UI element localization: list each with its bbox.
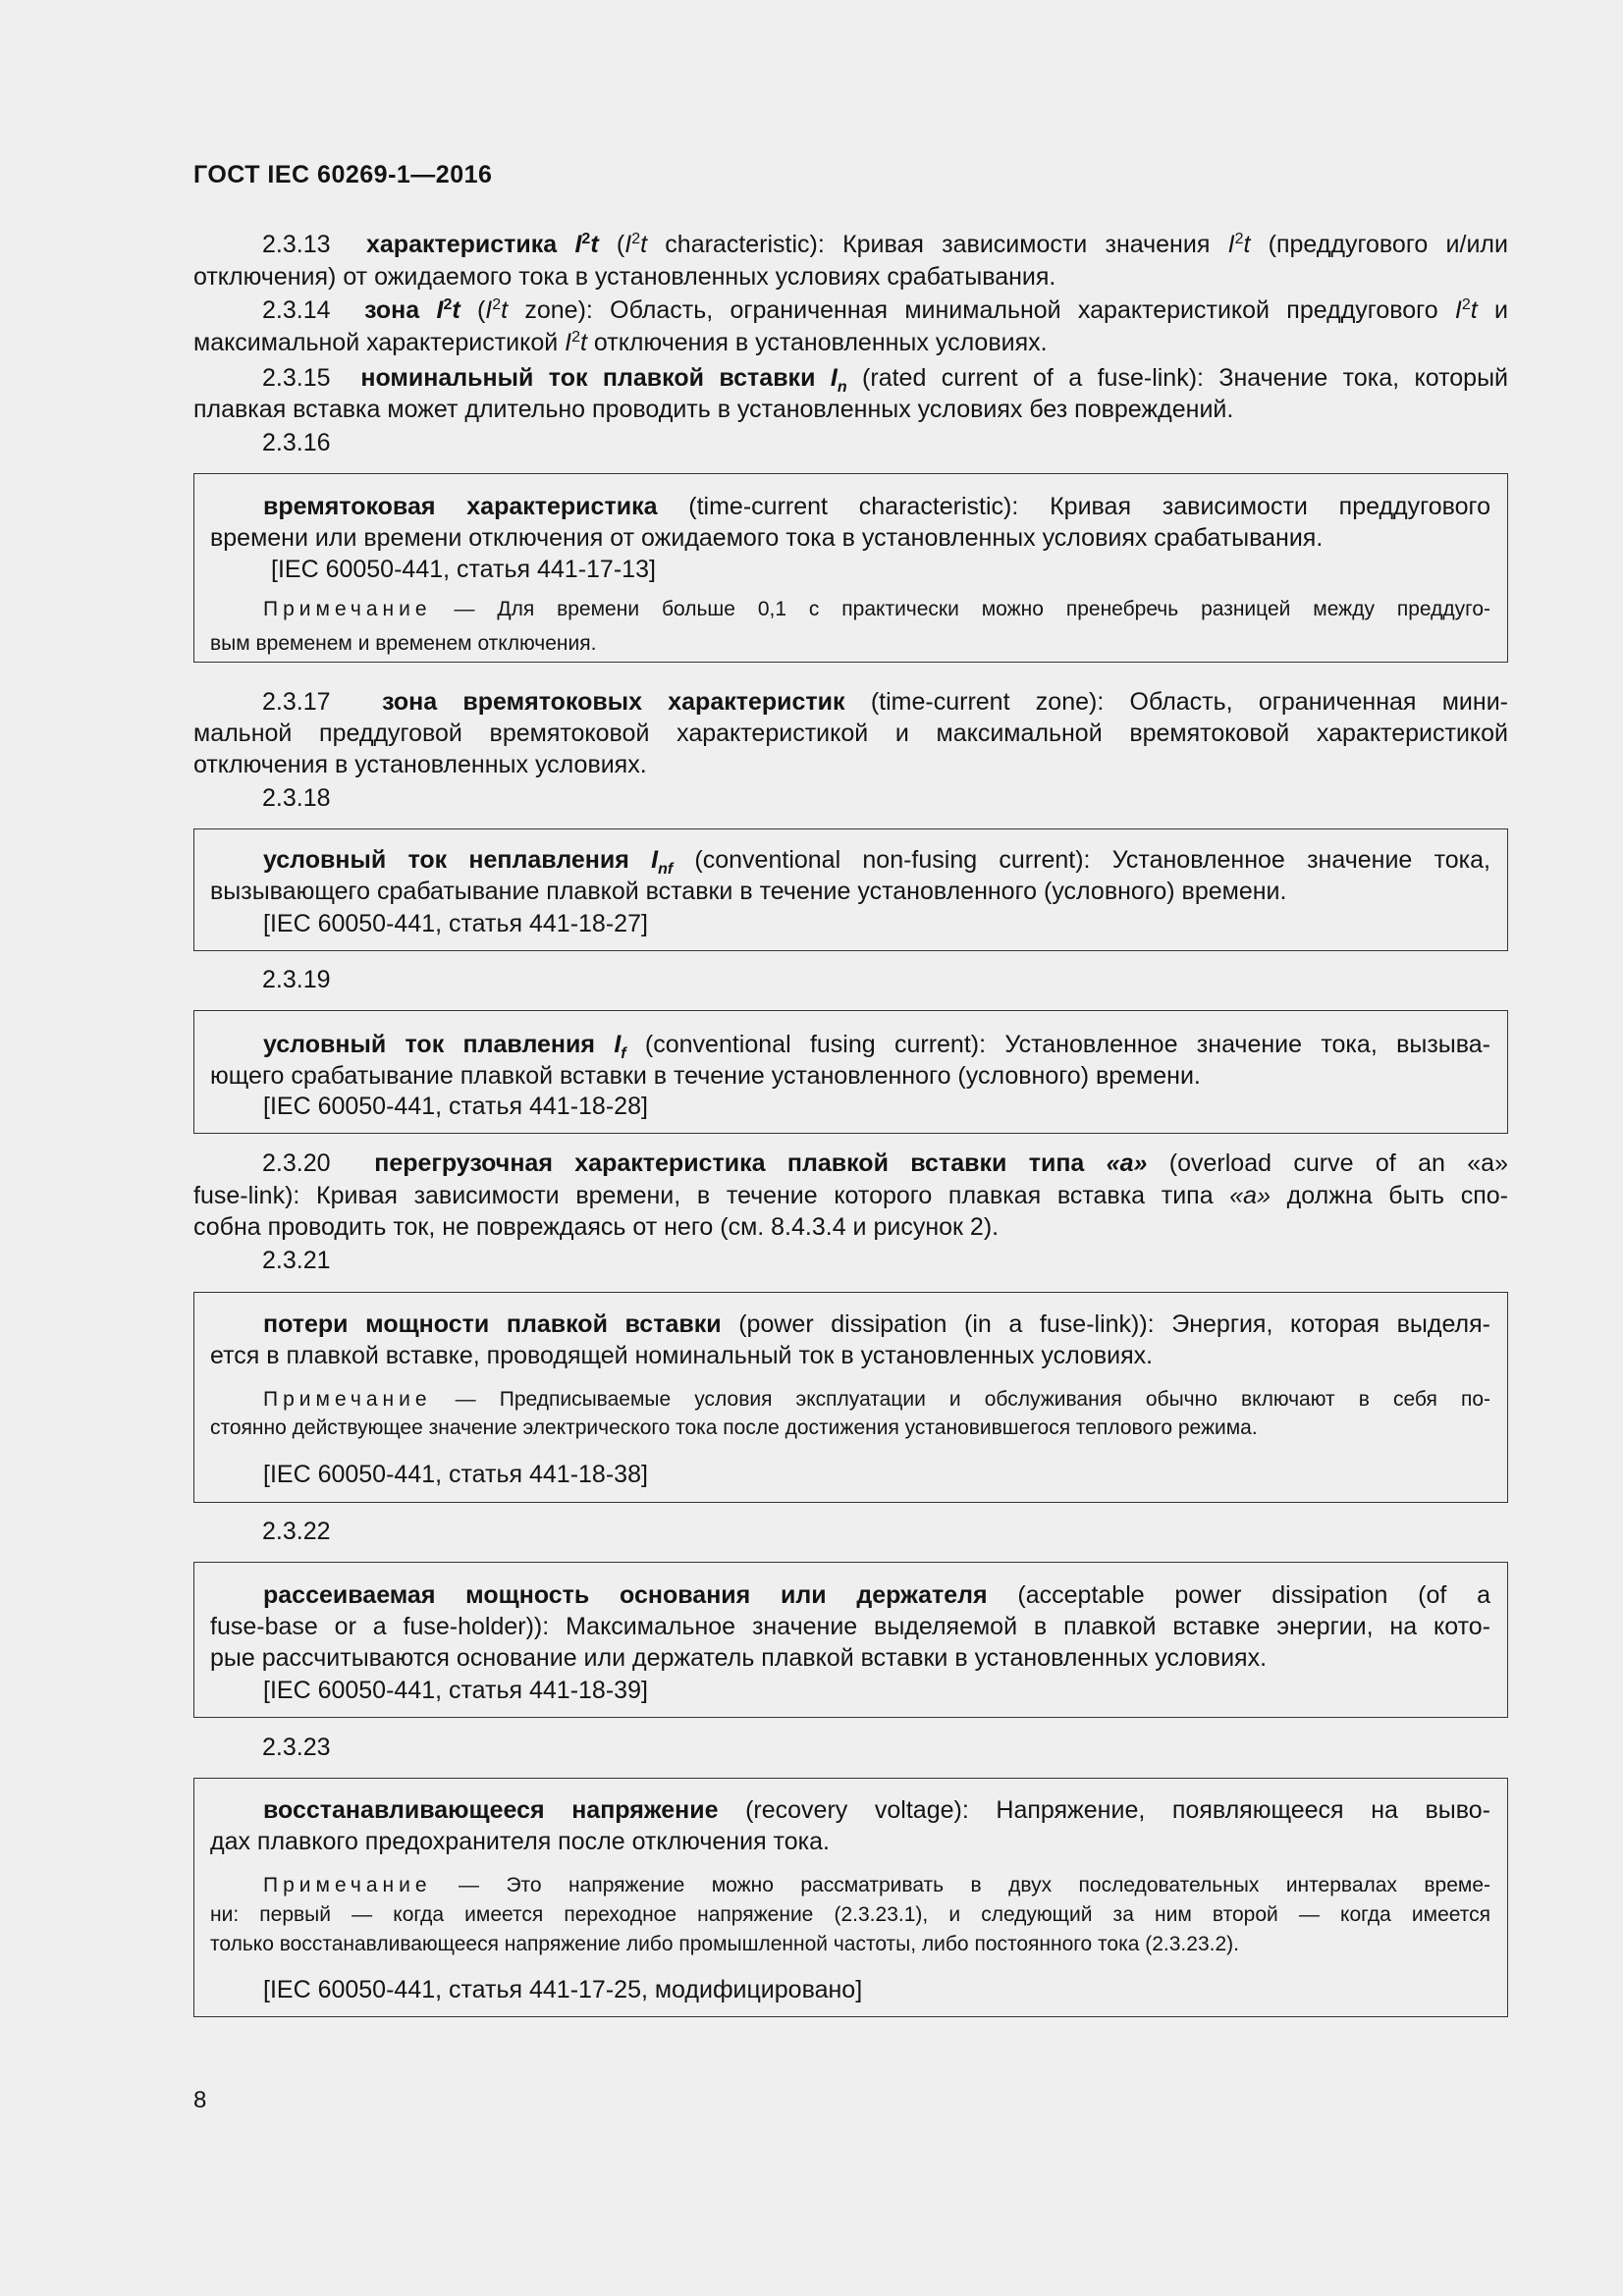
term-2-3-21-title: потери мощности плавкой вставки bbox=[263, 1310, 722, 1338]
term-2-3-20-title: перегрузочная характеристика плавкой вставки типа «a» bbox=[374, 1149, 1148, 1177]
term-2-3-20-line-3: собна проводить ток, не повреждаясь от него (см. 8.4.3.4 и рисунок 2). bbox=[193, 1213, 1000, 1241]
term-2-3-16-reference: [IEC 60050-441, статья 441-17-13] bbox=[271, 556, 656, 583]
term-2-3-23-title: восстанавливающееся напряжение bbox=[263, 1796, 719, 1824]
term-2-3-23-number: 2.3.23 bbox=[262, 1734, 331, 1761]
term-2-3-18-line-2: вызывающего срабатывание плавкой вставки в течение установленного (условного) времени. bbox=[210, 878, 1287, 905]
term-2-3-16-note-line-2: вым временем и временем отключения. bbox=[210, 632, 597, 655]
term-2-3-19-number: 2.3.19 bbox=[262, 966, 331, 993]
term-2-3-19-line-2: ющего срабатывание плавкой вставки в течение установленного (условного) времени. bbox=[210, 1062, 1201, 1090]
term-2-3-14-line-1: 2.3.14 зона $I^2t$ ($I^2t$ zone): Область, ограниченная минимальной характеристикой преддугового $I^2t$ и bbox=[262, 296, 1508, 324]
term-2-3-20-line-1: 2.3.20 перегрузочная характеристика плавкой вставки типа «a» (overload curve of an «a» bbox=[262, 1149, 1508, 1177]
term-2-3-13-title: характеристика $I^2t$ bbox=[366, 231, 599, 258]
term-2-3-18-reference: [IEC 60050-441, статья 441-18-27] bbox=[263, 910, 648, 937]
note-label: Примечание bbox=[263, 598, 432, 620]
term-2-3-21-note-line-2: стоянно действующее значение электрического тока после достижения установившегося теплового режима. bbox=[210, 1416, 1258, 1439]
note-label: Примечание bbox=[263, 1388, 432, 1411]
term-2-3-23-note-line-2: ни: первый — когда имеется переходное напряжение (2.3.23.1), и следующий за ним второй — когда имеется bbox=[210, 1903, 1490, 1926]
term-2-3-22-line-2: fuse-base or a fuse-holder)): Максимальное значение выделяемой в плавкой вставке энергии, на кото- bbox=[210, 1613, 1490, 1640]
term-2-3-15-title: номинальный ток плавкой вставки $I_n$ bbox=[360, 364, 847, 396]
term-2-3-18-number: 2.3.18 bbox=[262, 784, 331, 812]
term-2-3-17-line-2: мальной преддуговой времятоковой характеристикой и максимальной времятоковой характеристикой bbox=[193, 720, 1508, 747]
term-2-3-23-line-2: дах плавкого предохранителя после отключения тока. bbox=[210, 1828, 830, 1855]
term-2-3-14-line-2: максимальной характеристикой $I^2t$ отключения в установленных условиях. bbox=[193, 329, 1048, 356]
term-2-3-23-reference: [IEC 60050-441, статья 441-17-25, модифицировано] bbox=[263, 1976, 863, 2003]
term-2-3-19-reference: [IEC 60050-441, статья 441-18-28] bbox=[263, 1093, 648, 1120]
term-2-3-15-line-1: 2.3.15 номинальный ток плавкой вставки $I_n$ (rated current of a fuse-link): Значение тока, который bbox=[262, 364, 1509, 396]
term-2-3-19-line-1: условный ток плавления $I_f$ (conventional fusing current): Установленное значение тока, вызыва- bbox=[263, 1031, 1490, 1062]
term-2-3-16-line-2: времени или времени отключения от ожидаемого тока в установленных условиях срабатывания. bbox=[210, 524, 1324, 552]
document-header: ГОСТ IEC 60269-1—2016 bbox=[193, 161, 493, 188]
note-label: Примечание bbox=[263, 1874, 432, 1896]
term-2-3-13-line-1: 2.3.13 характеристика $I^2t$ ($I^2t$ characteristic): Кривая зависимости значения $I^2t$ (преддугового и/или bbox=[262, 231, 1508, 258]
term-2-3-17-line-1: 2.3.17 зона времятоковых характеристик (time-current zone): Область, ограниченная мини- bbox=[262, 688, 1508, 716]
term-2-3-22-reference: [IEC 60050-441, статья 441-18-39] bbox=[263, 1677, 648, 1704]
term-2-3-21-note-line-1: Примечание — Предписываемые условия эксплуатации и обслуживания обычно включают в себя по- bbox=[263, 1388, 1490, 1411]
term-2-3-16-line-1: времятоковая характеристика (time-current characteristic): Кривая зависимости преддугового bbox=[263, 493, 1490, 520]
term-2-3-18-line-1: условный ток неплавления $I_{nf}$ (conventional non-fusing current): Установленное значение тока, bbox=[263, 846, 1490, 878]
term-2-3-22-line-1: рассеиваемая мощность основания или держателя (acceptable power dissipation (of a bbox=[263, 1581, 1490, 1609]
term-2-3-13-line-2: отключения) от ожидаемого тока в установленных условиях срабатывания. bbox=[193, 263, 1056, 291]
term-2-3-16-title: времятоковая характеристика bbox=[263, 493, 658, 520]
term-2-3-17-title: зона времятоковых характеристик bbox=[382, 688, 845, 716]
term-2-3-23-note-line-1: Примечание — Это напряжение можно рассматривать в двух последовательных интервалах време- bbox=[263, 1874, 1490, 1896]
term-2-3-23-line-1: восстанавливающееся напряжение (recovery voltage): Напряжение, появляющееся на выво- bbox=[263, 1796, 1490, 1824]
term-2-3-16-note-line-1: Примечание — Для времени больше 0,1 с практически можно пренебречь разницей между преддуго- bbox=[263, 598, 1490, 620]
term-2-3-16-number: 2.3.16 bbox=[262, 429, 331, 456]
term-2-3-14-title: зона $I^2t$ bbox=[364, 296, 460, 324]
term-2-3-21-reference: [IEC 60050-441, статья 441-18-38] bbox=[263, 1461, 648, 1488]
term-2-3-22-line-3: рые рассчитываются основание или держатель плавкой вставки в установленных условиях. bbox=[210, 1644, 1268, 1672]
term-2-3-21-line-1: потери мощности плавкой вставки (power dissipation (in a fuse-link)): Энергия, которая выделя- bbox=[263, 1310, 1490, 1338]
term-2-3-20-line-2: fuse-link): Кривая зависимости времени, в течение которого плавкая вставка типа «a» должна быть спо- bbox=[193, 1182, 1508, 1209]
term-2-3-22-title: рассеиваемая мощность основания или держателя bbox=[263, 1581, 988, 1609]
term-2-3-21-number: 2.3.21 bbox=[262, 1247, 331, 1274]
term-2-3-19-title: условный ток плавления $I_f$ bbox=[263, 1031, 626, 1062]
term-2-3-23-note-line-3: только восстанавливающееся напряжение либо промышленной частоты, либо постоянного тока (2.3.23.2). bbox=[210, 1933, 1239, 1955]
term-2-3-22-number: 2.3.22 bbox=[262, 1518, 331, 1545]
term-2-3-17-line-3: отключения в установленных условиях. bbox=[193, 751, 647, 778]
term-2-3-15-line-2: плавкая вставка может длительно проводить в установленных условиях без повреждений. bbox=[193, 396, 1234, 423]
page-number: 8 bbox=[193, 2087, 207, 2113]
term-2-3-21-line-2: ется в плавкой вставке, проводящей номинальный ток в установленных условиях. bbox=[210, 1342, 1154, 1369]
term-2-3-18-title: условный ток неплавления $I_{nf}$ bbox=[263, 846, 674, 878]
